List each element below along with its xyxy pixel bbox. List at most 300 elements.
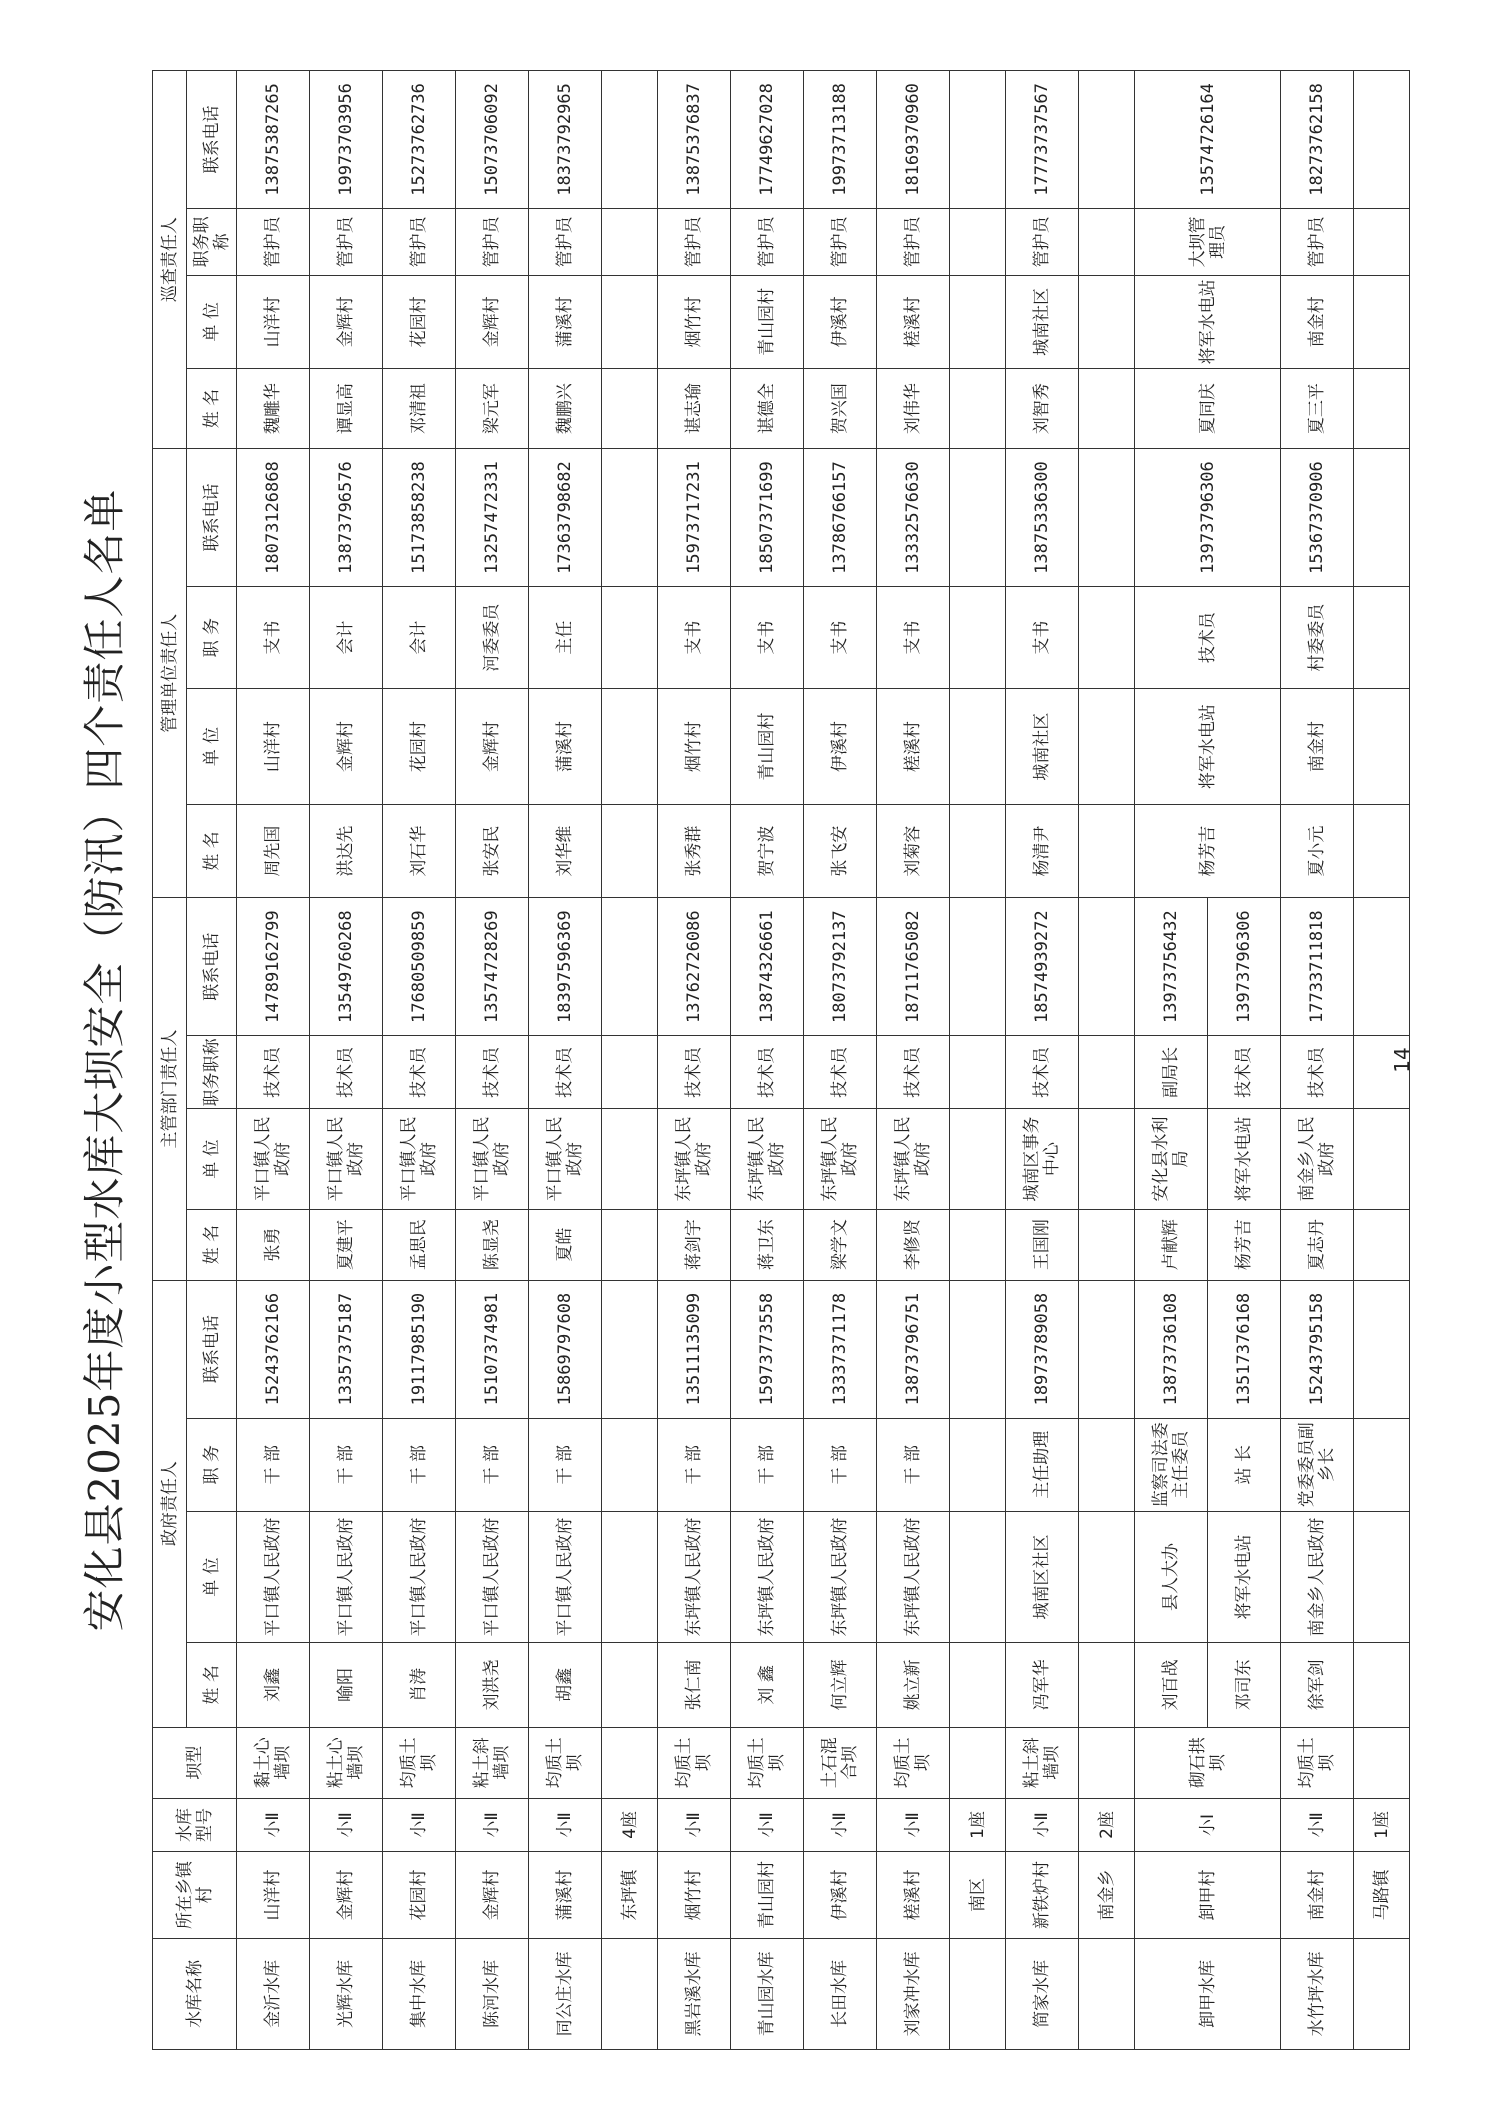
gov-duty-cell: 干 部 xyxy=(529,1418,602,1511)
patrol-phone-cell: 18373792965 xyxy=(529,71,602,209)
dept-phone-cell: 13574728269 xyxy=(456,898,529,1036)
dam-cell: 均质土坝 xyxy=(383,1727,456,1798)
gov-unit-cell: 东坪镇人民政府 xyxy=(731,1511,804,1642)
header-reservoir: 水库名称 xyxy=(153,1938,237,2049)
empty-cell xyxy=(1079,689,1135,805)
gov-phone-cell: 15243762166 xyxy=(237,1280,310,1418)
header-name: 姓 名 xyxy=(187,369,237,449)
empty-cell xyxy=(602,898,658,1036)
dept-phone-cell: 18397596369 xyxy=(529,898,602,1036)
responsibility-table xyxy=(152,70,1410,2050)
mgmt-unit-cell: 青山园村 xyxy=(731,689,804,805)
group-government: 政府责任人 xyxy=(153,1280,187,1727)
empty-cell xyxy=(602,1280,658,1418)
dam-cell: 均质土坝 xyxy=(529,1727,602,1798)
dept-phone-cell: 13874326661 xyxy=(731,898,804,1036)
mgmt-phone-cell: 18073126868 xyxy=(237,449,310,587)
patrol-name-cell: 谭显高 xyxy=(310,369,383,449)
patrol-name-cell: 刘伟华 xyxy=(877,369,950,449)
gov-unit-cell: 平口镇人民政府 xyxy=(383,1511,456,1642)
dept-name-cell: 梁学文 xyxy=(804,1209,877,1280)
table-row xyxy=(310,71,383,2050)
gov-phone-cell: 15107374981 xyxy=(456,1280,529,1418)
gov-name-cell: 邓司东 xyxy=(1208,1643,1281,1727)
empty-cell xyxy=(1079,449,1135,587)
empty-cell xyxy=(950,1209,1006,1280)
gov-duty-cell: 干 部 xyxy=(877,1418,950,1511)
empty-cell xyxy=(1079,804,1135,897)
dept-unit-cell: 安化县水利局 xyxy=(1135,1109,1208,1209)
dept-name-cell: 陈显尧 xyxy=(456,1209,529,1280)
mgmt-duty-cell: 支书 xyxy=(658,586,731,688)
reservoir-cell: 刘家冲水库 xyxy=(877,1938,950,2049)
gov-phone-cell: 15869797608 xyxy=(529,1280,602,1418)
mgmt-name-cell: 杨清尹 xyxy=(1006,804,1079,897)
village-cell: 新铁炉村 xyxy=(1006,1852,1079,1939)
reservoir-cell: 简家水库 xyxy=(1006,1938,1079,2049)
patrol-unit-cell: 蒲溪村 xyxy=(529,275,602,368)
header-duty: 职 务 xyxy=(187,1418,237,1511)
gov-phone-cell: 18973789058 xyxy=(1006,1280,1079,1418)
header-township: 所在乡镇村 xyxy=(153,1852,237,1939)
empty-cell xyxy=(602,804,658,897)
gov-duty-cell: 干 部 xyxy=(237,1418,310,1511)
empty-cell xyxy=(950,1280,1006,1418)
patrol-unit-cell: 青山园村 xyxy=(731,275,804,368)
gov-phone-cell: 13511135099 xyxy=(658,1280,731,1418)
village-cell: 卸甲村 xyxy=(1135,1852,1281,1939)
mgmt-duty-cell: 村委委员 xyxy=(1281,586,1354,688)
dept-name-cell: 杨芳吉 xyxy=(1208,1209,1281,1280)
reservoir-cell: 光辉水库 xyxy=(310,1938,383,2049)
empty-cell xyxy=(950,71,1006,209)
empty-cell xyxy=(1079,1036,1135,1109)
empty-cell xyxy=(1079,1280,1135,1418)
patrol-name-cell: 梁元军 xyxy=(456,369,529,449)
gov-name-cell: 徐军剑 xyxy=(1281,1643,1354,1727)
empty-cell xyxy=(950,1036,1006,1109)
mgmt-name-cell: 张秀群 xyxy=(658,804,731,897)
reservoir-cell: 金沂水库 xyxy=(237,1938,310,2049)
gov-duty-cell: 站 长 xyxy=(1208,1418,1281,1511)
page-number: 14 xyxy=(1390,1047,1414,1073)
empty-cell xyxy=(602,1109,658,1209)
empty-cell xyxy=(950,689,1006,805)
dam-cell: 均质土坝 xyxy=(731,1727,804,1798)
mgmt-unit-cell: 烟竹村 xyxy=(658,689,731,805)
patrol-phone-cell: 13574726164 xyxy=(1135,71,1281,209)
empty-cell xyxy=(950,804,1006,897)
mgmt-unit-cell: 伊溪村 xyxy=(804,689,877,805)
dept-name-cell: 卢献辉 xyxy=(1135,1209,1208,1280)
patrol-duty-cell: 管护员 xyxy=(529,208,602,275)
type-cell: 小Ⅱ xyxy=(383,1798,456,1851)
dept-phone-cell: 18711765082 xyxy=(877,898,950,1036)
type-cell: 小Ⅱ xyxy=(1281,1798,1354,1851)
gov-phone-cell: 15973773558 xyxy=(731,1280,804,1418)
patrol-phone-cell: 15073706092 xyxy=(456,71,529,209)
subtotal-row xyxy=(950,71,1006,2050)
patrol-phone-cell: 17773737567 xyxy=(1006,71,1079,209)
gov-duty-cell: 干 部 xyxy=(804,1418,877,1511)
patrol-phone-cell: 19973703956 xyxy=(310,71,383,209)
patrol-phone-cell: 13875376837 xyxy=(658,71,731,209)
dept-phone-cell: 18073792137 xyxy=(804,898,877,1036)
mgmt-duty-cell: 支书 xyxy=(877,586,950,688)
dept-phone-cell: 13762726086 xyxy=(658,898,731,1036)
dept-duty-cell: 技术员 xyxy=(804,1036,877,1109)
empty-cell xyxy=(1079,71,1135,209)
mgmt-phone-cell: 15973717231 xyxy=(658,449,731,587)
mgmt-duty-cell: 河委委员 xyxy=(456,586,529,688)
empty-cell xyxy=(602,275,658,368)
empty-cell xyxy=(602,1643,658,1727)
dept-duty-cell: 技术员 xyxy=(658,1036,731,1109)
village-cell: 花园村 xyxy=(383,1852,456,1939)
mgmt-unit-cell: 金辉村 xyxy=(456,689,529,805)
patrol-name-cell: 夏同庆 xyxy=(1135,369,1281,449)
dept-unit-cell: 南金乡人民政府 xyxy=(1281,1109,1354,1209)
gov-duty-cell: 干 部 xyxy=(456,1418,529,1511)
empty-cell xyxy=(602,369,658,449)
gov-phone-cell: 19117985190 xyxy=(383,1280,456,1418)
type-cell: 小Ⅱ xyxy=(658,1798,731,1851)
village-cell: 烟竹村 xyxy=(658,1852,731,1939)
dam-cell: 粘土斜墙坝 xyxy=(456,1727,529,1798)
gov-unit-cell: 县人大办 xyxy=(1135,1511,1208,1642)
dam-cell: 均质土坝 xyxy=(1281,1727,1354,1798)
mgmt-name-cell: 刘石华 xyxy=(383,804,456,897)
patrol-phone-cell: 15273762736 xyxy=(383,71,456,209)
dept-unit-cell: 平口镇人民政府 xyxy=(237,1109,310,1209)
dept-duty-cell: 技术员 xyxy=(310,1036,383,1109)
subtotal-row xyxy=(602,71,658,2050)
mgmt-name-cell: 杨芳吉 xyxy=(1135,804,1281,897)
reservoir-cell: 青山园水库 xyxy=(731,1938,804,2049)
reservoir-cell: 卸甲水库 xyxy=(1135,1938,1281,2049)
gov-phone-cell: 13357375187 xyxy=(310,1280,383,1418)
patrol-unit-cell: 城南社区 xyxy=(1006,275,1079,368)
gov-duty-cell: 干 部 xyxy=(383,1418,456,1511)
patrol-phone-cell: 18169370960 xyxy=(877,71,950,209)
table-row xyxy=(1281,71,1354,2050)
patrol-duty-cell: 管护员 xyxy=(310,208,383,275)
empty-cell xyxy=(1079,1511,1135,1642)
dept-duty-cell: 技术员 xyxy=(1208,1036,1281,1109)
reservoir-cell: 黑岩溪水库 xyxy=(658,1938,731,2049)
reservoir-cell xyxy=(1079,1938,1135,2049)
gov-name-cell: 肖涛 xyxy=(383,1643,456,1727)
mgmt-duty-cell: 支书 xyxy=(804,586,877,688)
reservoir-cell: 同公庄水库 xyxy=(529,1938,602,2049)
empty-cell xyxy=(950,586,1006,688)
patrol-unit-cell: 烟竹村 xyxy=(658,275,731,368)
gov-phone-cell: 13337371178 xyxy=(804,1280,877,1418)
village-cell: 蒲溪村 xyxy=(529,1852,602,1939)
gov-unit-cell: 南金乡人民政府 xyxy=(1281,1511,1354,1642)
mgmt-name-cell: 张安民 xyxy=(456,804,529,897)
mgmt-unit-cell: 蒲溪村 xyxy=(529,689,602,805)
table-row xyxy=(804,71,877,2050)
village-cell: 山洋村 xyxy=(237,1852,310,1939)
patrol-duty-cell: 管护员 xyxy=(804,208,877,275)
village-cell: 槎溪村 xyxy=(877,1852,950,1939)
empty-cell xyxy=(1079,1643,1135,1727)
empty-cell xyxy=(602,1418,658,1511)
dept-unit-cell: 平口镇人民政府 xyxy=(456,1109,529,1209)
dept-duty-cell: 技术员 xyxy=(877,1036,950,1109)
patrol-duty-cell: 管护员 xyxy=(1281,208,1354,275)
patrol-unit-cell: 花园村 xyxy=(383,275,456,368)
table-row xyxy=(529,71,602,2050)
mgmt-name-cell: 洪达先 xyxy=(310,804,383,897)
village-cell: 南金村 xyxy=(1281,1852,1354,1939)
empty-cell xyxy=(950,369,1006,449)
patrol-phone-cell: 17749627028 xyxy=(731,71,804,209)
patrol-unit-cell: 金辉村 xyxy=(310,275,383,368)
reservoir-cell: 长田水库 xyxy=(804,1938,877,2049)
patrol-duty-cell: 管护员 xyxy=(731,208,804,275)
mgmt-name-cell: 贺宁波 xyxy=(731,804,804,897)
empty-cell xyxy=(950,208,1006,275)
gov-name-cell: 喻阳 xyxy=(310,1643,383,1727)
gov-duty-cell: 干 部 xyxy=(658,1418,731,1511)
gov-duty-cell: 监察司法委主任委员 xyxy=(1135,1418,1208,1511)
mgmt-name-cell: 刘华维 xyxy=(529,804,602,897)
document-sheet xyxy=(80,70,1440,2050)
empty-cell xyxy=(602,1511,658,1642)
empty-cell xyxy=(950,1109,1006,1209)
subtotal-row xyxy=(1079,71,1135,2050)
reservoir-cell: 集中水库 xyxy=(383,1938,456,2049)
gov-phone-cell: 13873736108 xyxy=(1135,1280,1208,1418)
header-unit: 单 位 xyxy=(187,689,237,805)
patrol-name-cell: 谌德全 xyxy=(731,369,804,449)
patrol-unit-cell: 山洋村 xyxy=(237,275,310,368)
table-row xyxy=(1006,71,1079,2050)
empty-cell xyxy=(602,1036,658,1109)
gov-phone-cell: 13873796751 xyxy=(877,1280,950,1418)
patrol-name-cell: 谌志瑜 xyxy=(658,369,731,449)
count-cell: 1座 xyxy=(1354,1798,1410,1851)
header-phone: 联系电话 xyxy=(187,1280,237,1418)
mgmt-duty-cell: 会计 xyxy=(383,586,456,688)
gov-name-cell: 刘洪尧 xyxy=(456,1643,529,1727)
village-cell: 金辉村 xyxy=(456,1852,529,1939)
empty-cell xyxy=(1079,1109,1135,1209)
dept-phone-cell: 17680509859 xyxy=(383,898,456,1036)
mgmt-duty-cell: 会计 xyxy=(310,586,383,688)
dept-duty-cell: 技术员 xyxy=(1006,1036,1079,1109)
group-department: 主管部门责任人 xyxy=(153,898,187,1280)
empty-cell xyxy=(1079,1727,1135,1798)
type-cell: 小Ⅱ xyxy=(877,1798,950,1851)
dept-duty-cell: 技术员 xyxy=(731,1036,804,1109)
mgmt-phone-cell: 17363798682 xyxy=(529,449,602,587)
patrol-unit-cell: 将军水电站 xyxy=(1135,275,1281,368)
empty-cell xyxy=(950,1643,1006,1727)
empty-cell xyxy=(950,275,1006,368)
header-unit: 单 位 xyxy=(187,275,237,368)
type-cell: 小Ⅱ xyxy=(804,1798,877,1851)
patrol-name-cell: 魏雕华 xyxy=(237,369,310,449)
dept-phone-cell: 13973756432 xyxy=(1135,898,1208,1036)
empty-cell xyxy=(602,1727,658,1798)
mgmt-unit-cell: 南金村 xyxy=(1281,689,1354,805)
mgmt-unit-cell: 山洋村 xyxy=(237,689,310,805)
gov-unit-cell: 平口镇人民政府 xyxy=(310,1511,383,1642)
empty-cell xyxy=(602,586,658,688)
gov-phone-cell: 15243795158 xyxy=(1281,1280,1354,1418)
gov-unit-cell: 东坪镇人民政府 xyxy=(804,1511,877,1642)
gov-unit-cell: 东坪镇人民政府 xyxy=(877,1511,950,1642)
empty-cell xyxy=(1079,369,1135,449)
mgmt-name-cell: 夏小元 xyxy=(1281,804,1354,897)
dept-duty-cell: 技术员 xyxy=(237,1036,310,1109)
table-row xyxy=(731,71,804,2050)
header-name: 姓 名 xyxy=(187,1643,237,1727)
mgmt-duty-cell: 支书 xyxy=(731,586,804,688)
mgmt-duty-cell: 技术员 xyxy=(1135,586,1281,688)
gov-name-cell: 冯军华 xyxy=(1006,1643,1079,1727)
type-cell: 小Ⅱ xyxy=(237,1798,310,1851)
empty-cell xyxy=(1079,586,1135,688)
mgmt-name-cell: 周先国 xyxy=(237,804,310,897)
table-row xyxy=(1135,71,1208,2050)
dam-cell: 土石混合坝 xyxy=(804,1727,877,1798)
mgmt-unit-cell: 城南社区 xyxy=(1006,689,1079,805)
patrol-duty-cell: 管护员 xyxy=(456,208,529,275)
empty-cell xyxy=(602,1209,658,1280)
table-body xyxy=(237,71,1410,2050)
dept-name-cell: 蒋剑宇 xyxy=(658,1209,731,1280)
empty-cell xyxy=(950,1418,1006,1511)
empty-cell xyxy=(1079,275,1135,368)
gov-name-cell: 何立辉 xyxy=(804,1643,877,1727)
empty-cell xyxy=(1079,208,1135,275)
gov-name-cell: 胡鑫 xyxy=(529,1643,602,1727)
dept-unit-cell: 将军水电站 xyxy=(1208,1109,1281,1209)
empty-cell xyxy=(602,449,658,587)
dept-duty-cell: 技术员 xyxy=(383,1036,456,1109)
mgmt-unit-cell: 金辉村 xyxy=(310,689,383,805)
header-name: 姓 名 xyxy=(187,804,237,897)
mgmt-unit-cell: 花园村 xyxy=(383,689,456,805)
patrol-phone-cell: 19973713188 xyxy=(804,71,877,209)
dept-unit-cell: 东坪镇人民政府 xyxy=(658,1109,731,1209)
dept-unit-cell: 东坪镇人民政府 xyxy=(877,1109,950,1209)
dam-cell: 黏土心墙坝 xyxy=(237,1727,310,1798)
mgmt-unit-cell: 槎溪村 xyxy=(877,689,950,805)
table-row xyxy=(237,71,310,2050)
gov-phone-cell: 13517376168 xyxy=(1208,1280,1281,1418)
mgmt-name-cell: 张飞安 xyxy=(804,804,877,897)
table-row xyxy=(383,71,456,2050)
dept-unit-cell: 平口镇人民政府 xyxy=(383,1109,456,1209)
patrol-duty-cell: 管护员 xyxy=(658,208,731,275)
dept-duty-cell: 副局长 xyxy=(1135,1036,1208,1109)
empty-cell xyxy=(950,898,1006,1036)
header-phone: 联系电话 xyxy=(187,898,237,1036)
dept-duty-cell: 技术员 xyxy=(1281,1036,1354,1109)
dept-phone-cell: 14789162799 xyxy=(237,898,310,1036)
dept-name-cell: 夏志丹 xyxy=(1281,1209,1354,1280)
type-cell: 小Ⅰ xyxy=(1135,1798,1281,1851)
header-unit: 单 位 xyxy=(187,1109,237,1209)
mgmt-duty-cell: 支书 xyxy=(237,586,310,688)
patrol-duty-cell: 管护员 xyxy=(237,208,310,275)
township-cell: 马路镇 xyxy=(1354,1852,1410,1939)
dept-phone-cell: 13973796306 xyxy=(1208,898,1281,1036)
mgmt-phone-cell: 13786766157 xyxy=(804,449,877,587)
patrol-duty-cell: 管护员 xyxy=(1006,208,1079,275)
mgmt-phone-cell: 15173858238 xyxy=(383,449,456,587)
dept-phone-cell: 18574939272 xyxy=(1006,898,1079,1036)
empty-cell xyxy=(950,449,1006,587)
header-title-job: 职务职称 xyxy=(187,1036,237,1109)
patrol-duty-cell: 大坝管理员 xyxy=(1135,208,1281,275)
empty-cell xyxy=(1079,898,1135,1036)
header-unit: 单 位 xyxy=(187,1511,237,1642)
dept-unit-cell: 城南区事务中心 xyxy=(1006,1109,1079,1209)
dept-unit-cell: 平口镇人民政府 xyxy=(310,1109,383,1209)
type-cell: 小Ⅱ xyxy=(310,1798,383,1851)
patrol-phone-cell: 13875387265 xyxy=(237,71,310,209)
dept-name-cell: 张勇 xyxy=(237,1209,310,1280)
header-type: 水库型号 xyxy=(153,1798,237,1851)
dept-name-cell: 夏皓 xyxy=(529,1209,602,1280)
gov-unit-cell: 东坪镇人民政府 xyxy=(658,1511,731,1642)
gov-duty-cell: 党委委员副乡长 xyxy=(1281,1418,1354,1511)
header-phone: 联系电话 xyxy=(187,449,237,587)
mgmt-phone-cell: 13332576630 xyxy=(877,449,950,587)
dept-phone-cell: 13549760268 xyxy=(310,898,383,1036)
dept-name-cell: 李修贤 xyxy=(877,1209,950,1280)
gov-duty-cell: 干 部 xyxy=(731,1418,804,1511)
patrol-unit-cell: 伊溪村 xyxy=(804,275,877,368)
gov-name-cell: 张仁南 xyxy=(658,1643,731,1727)
gov-name-cell: 刘鑫 xyxy=(237,1643,310,1727)
patrol-name-cell: 邓清祖 xyxy=(383,369,456,449)
dept-name-cell: 孟思民 xyxy=(383,1209,456,1280)
empty-cell xyxy=(602,689,658,805)
dam-cell: 粘土斜墙坝 xyxy=(1006,1727,1079,1798)
gov-duty-cell: 主任助理 xyxy=(1006,1418,1079,1511)
dept-name-cell: 王国刚 xyxy=(1006,1209,1079,1280)
type-cell: 小Ⅱ xyxy=(731,1798,804,1851)
header-phone: 联系电话 xyxy=(187,71,237,209)
gov-unit-cell: 将军水电站 xyxy=(1208,1511,1281,1642)
dam-cell: 粘土心墙坝 xyxy=(310,1727,383,1798)
reservoir-cell: 水竹坪水库 xyxy=(1281,1938,1354,2049)
empty-cell xyxy=(602,71,658,209)
gov-unit-cell: 平口镇人民政府 xyxy=(237,1511,310,1642)
patrol-phone-cell: 18273762158 xyxy=(1281,71,1354,209)
township-cell: 南区 xyxy=(950,1852,1006,1939)
mgmt-phone-cell: 13875336300 xyxy=(1006,449,1079,587)
village-cell: 青山园村 xyxy=(731,1852,804,1939)
table-header xyxy=(153,71,237,2050)
dept-unit-cell: 东坪镇人民政府 xyxy=(804,1109,877,1209)
mgmt-phone-cell: 18507371699 xyxy=(731,449,804,587)
header-dam: 坝型 xyxy=(153,1727,237,1798)
patrol-name-cell: 贺兴国 xyxy=(804,369,877,449)
dept-unit-cell: 东坪镇人民政府 xyxy=(731,1109,804,1209)
table-row xyxy=(658,71,731,2050)
type-cell: 小Ⅱ xyxy=(529,1798,602,1851)
patrol-unit-cell: 南金村 xyxy=(1281,275,1354,368)
page-title: 安化县2025年度小型水库大坝安全（防汛）四个责任人名单 xyxy=(80,488,129,1632)
